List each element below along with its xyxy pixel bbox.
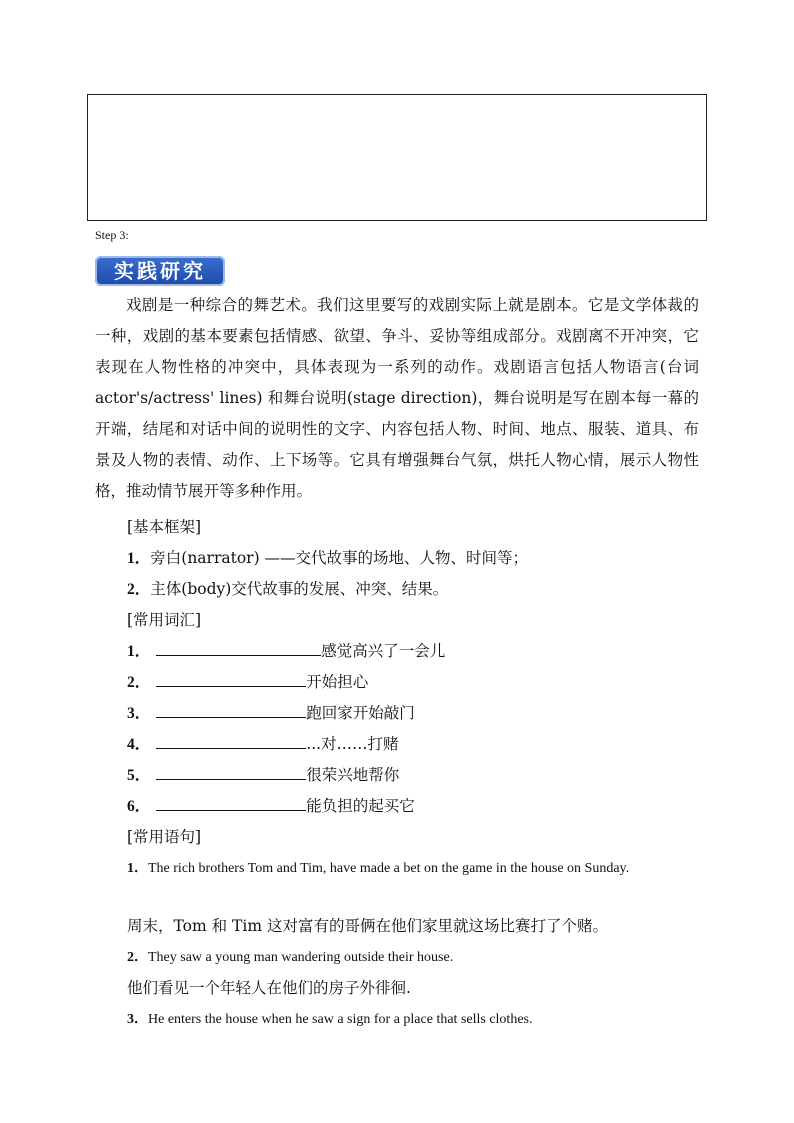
answer-blank[interactable] [156,794,306,811]
sentence-zh: 他们看见一个年轻人在他们的房子外徘徊. [127,979,411,997]
vocab-item: 1． 感觉高兴了一会儿 [127,639,445,661]
vocab-heading: [常用词汇] [127,611,202,629]
section-badge: 实践研究 [95,256,225,286]
sentence-en: 1．The rich brothers Tom and Tim, have made a bet on the game in the house on Sunday. [127,861,630,876]
sentence-en: 2．They saw a young man wandering outside their house. [127,950,454,965]
vocab-item: 4． ...对……打赌 [127,732,399,754]
sentence-en: 3．He enters the house when he saw a sign for a place that sells clothes. [127,1012,533,1027]
vocab-item: 6． 能负担的起买它 [127,794,415,816]
answer-blank[interactable] [156,639,321,656]
intro-paragraph: 戏剧是一种综合的舞艺术。我们这里要写的戏剧实际上就是剧本。它是文学体裁的一种，戏剧的基本要素包括情感、欲望、争斗、妥协等组成部分。戏剧离不开冲突，它表现在人物性格的冲突中，具体表现为一系列的动作。戏剧语言包括人物语言(台词 actor's/actress' lines) 和舞台说明(stage direction)，舞台说明是写在剧本每一幕的开端，结尾和对话中间的说明性的文字、内容包括人物、时间、地点、服装、道具、布景及人物的表情、动作、上下场等。它具有增强舞台气氛，烘托人物心情，展示人物性格，推动情节展开等多种作用。 [95,296,699,500]
answer-blank[interactable] [156,670,306,687]
framework-item: 2．主体(body)交代故事的发展、冲突、结果。 [127,580,449,598]
answer-box [87,94,707,221]
framework-item: 1．旁白(narrator) ——交代故事的场地、人物、时间等； [127,549,529,567]
vocab-item: 5． 很荣兴地帮你 [127,763,399,785]
sentences-heading: [常用语句] [127,828,202,846]
framework-heading: [基本框架] [127,518,202,536]
vocab-item: 2． 开始担心 [127,670,368,692]
answer-blank[interactable] [156,701,306,718]
vocab-item: 3． 跑回家开始敲门 [127,701,415,723]
answer-blank[interactable] [156,763,306,780]
answer-blank[interactable] [156,732,306,749]
step-label: Step 3: [95,228,129,242]
sentence-zh: 周末，Tom 和 Tim 这对富有的哥俩在他们家里就这场比赛打了个赌。 [127,917,608,935]
